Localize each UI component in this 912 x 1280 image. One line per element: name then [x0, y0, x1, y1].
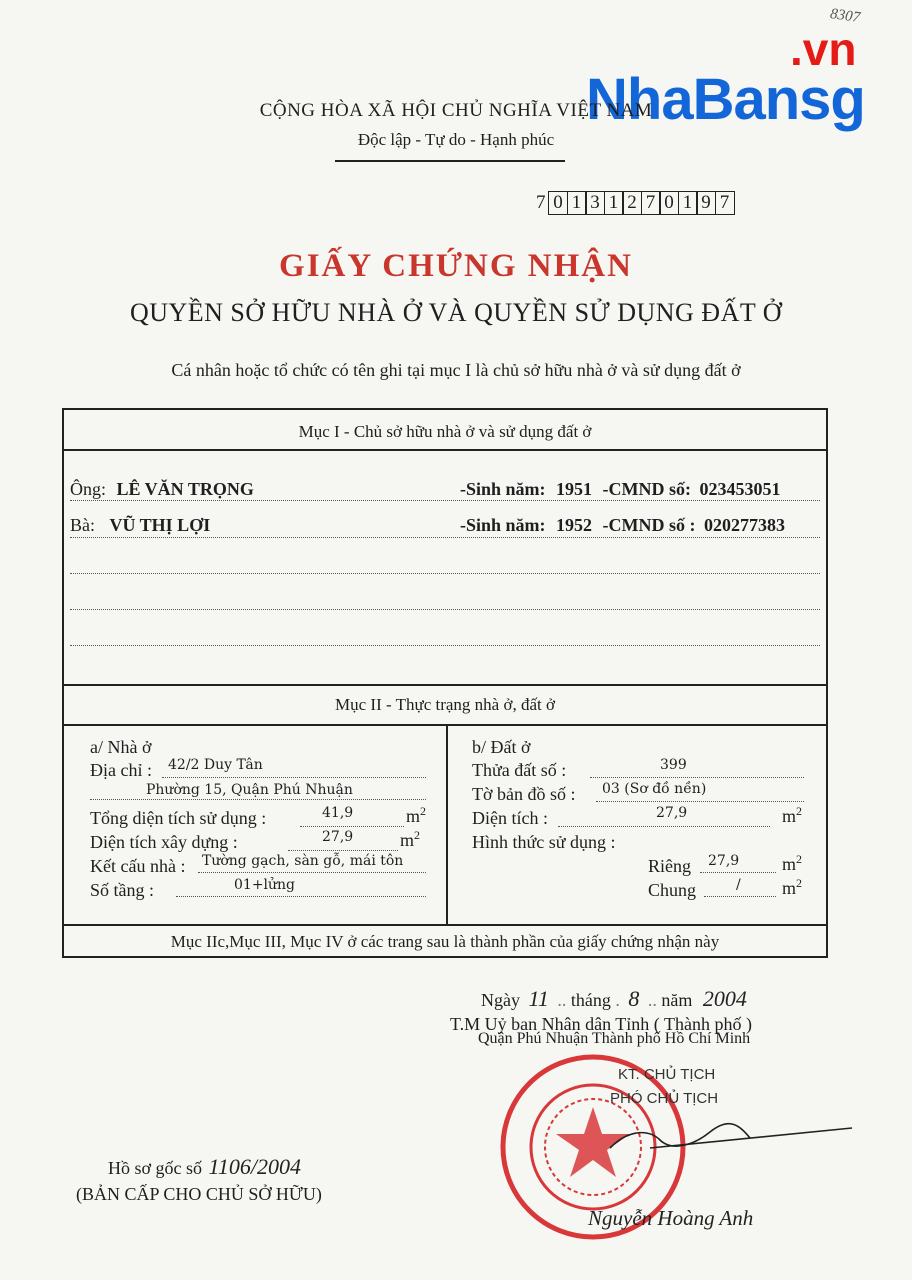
section-divider [62, 924, 828, 926]
section1-title: Mục I - Chủ sở hữu nhà ở và sử dụng đất ở [298, 422, 592, 441]
dotted-line [70, 573, 820, 574]
floors-value: 01+lửng [234, 877, 296, 893]
corner-note: 8307 [829, 5, 862, 27]
build-area-value: 27,9 [322, 829, 354, 845]
owner2-name: VŨ THỊ LỢI [109, 515, 211, 535]
serial-digit: 1 [678, 191, 698, 215]
footer-note: Mục IIc,Mục III, Mục IV ở các trang sau là thành phần của giấy chứng nhận này [170, 932, 720, 951]
total-area-value: 41,9 [322, 805, 354, 821]
dotted-line [590, 777, 804, 778]
owner2-id-label: -CMND số : [602, 515, 696, 535]
dotted-line [176, 896, 426, 897]
document-title: GIẤY CHỨNG NHẬN [279, 248, 633, 284]
address-line2: Phường 15, Quận Phú Nhuận [146, 782, 353, 798]
build-area-label: Diện tích xây dựng : [90, 832, 238, 852]
signature-mark [590, 1118, 860, 1158]
serial-prefix: 7 [536, 192, 546, 213]
dotted-line [90, 799, 426, 800]
owner2-row [70, 515, 210, 536]
motto: Độc lập - Tự do - Hạnh phúc [357, 130, 555, 149]
document-subtitle: QUYỀN SỞ HỮU NHÀ Ở VÀ QUYỀN SỬ DỤNG ĐẤT Ở [129, 298, 783, 327]
owner2-id: 020277383 [704, 515, 786, 535]
serial-digit: 7 [641, 191, 661, 215]
shared-value: / [736, 877, 741, 893]
section-divider [62, 684, 828, 686]
serial-digit: 7 [715, 191, 735, 215]
unit-m2: $m^2$ [782, 804, 803, 826]
unit-m2: $m^2$ [782, 876, 803, 898]
serial-digit: 0 [548, 191, 568, 215]
serial-digit: 3 [585, 191, 605, 215]
owner1-id: 023453051 [699, 479, 781, 499]
record-number: Hồ sơ gốc số 1106/2004 [108, 1154, 302, 1179]
address-line1: 42/2 Duy Tân [168, 757, 263, 773]
serial-digit: 0 [659, 191, 679, 215]
authority-line1: T.M Uỷ ban Nhân dân Tỉnh ( Thành phố ) [450, 1014, 752, 1034]
dotted-line [596, 801, 804, 802]
date-month: 8 [628, 986, 640, 1011]
address-label: Địa chỉ : [90, 760, 152, 780]
owner2-birth-label: -Sinh năm: [460, 515, 546, 535]
serial-digit: 9 [696, 191, 716, 215]
dotted-line [70, 500, 820, 501]
issue-date: Ngày 11 .. tháng . 8 .. năm 2004 [481, 986, 747, 1011]
date-day: 11 [528, 986, 549, 1011]
owner2-birth: 1952 [556, 515, 593, 535]
owner1-id-label: -CMND số: [602, 479, 692, 499]
section-divider [62, 449, 828, 451]
watermark-tld: .vn [790, 23, 857, 75]
serial-digit: 1 [604, 191, 624, 215]
signer-name: Nguyễn Hoàng Anh [588, 1206, 754, 1230]
section-divider [62, 724, 828, 726]
signer-role1: KT. CHỦ TỊCH [618, 1066, 716, 1083]
record-note: (BẢN CẤP CHO CHỦ SỞ HỮU) [76, 1184, 322, 1204]
unit-m2: $m^2$ [400, 828, 421, 850]
authority-line2: Quận Phú Nhuận Thành phố Hồ Chí Minh [478, 1030, 751, 1047]
unit-m2: $m^2$ [406, 804, 427, 826]
structure-label: Kết cấu nhà : [90, 856, 186, 876]
serial-digit: 2 [622, 191, 642, 215]
dotted-line [70, 645, 820, 646]
owner1-birth: 1951 [556, 479, 593, 499]
section2-title: Mục II - Thực trạng nhà ở, đất ở [335, 695, 555, 714]
dotted-line [70, 537, 820, 538]
total-area-label: Tổng diện tích sử dụng : [90, 808, 267, 828]
owner2-details [460, 515, 785, 536]
private-label: Riêng [648, 856, 691, 876]
intro-text: Cá nhân hoặc tổ chức có tên ghi tại mục I là chủ sở hữu nhà ở và sử dụng đất ở [171, 360, 741, 380]
owner1-birth-label: -Sinh năm: [460, 479, 546, 499]
dotted-line [300, 826, 404, 827]
floors-label: Số tầng : [90, 880, 155, 900]
map-label: Tờ bản đồ số : [472, 784, 576, 804]
watermark-brand: NhaBansg [586, 67, 865, 132]
shared-label: Chung [648, 880, 697, 900]
dotted-line [198, 872, 426, 873]
dotted-line [288, 850, 398, 851]
country-header: CỘNG HÒA XÃ HỘI CHỦ NGHĨA VIỆT NAM [259, 100, 653, 121]
structure-value: Tường gạch, sàn gỗ, mái tôn [202, 853, 404, 869]
land-area-value: 27,9 [656, 805, 688, 821]
owner1-name: LÊ VĂN TRỌNG [116, 479, 254, 499]
dotted-line [700, 872, 776, 873]
dotted-line [162, 777, 426, 778]
unit-m2: $m^2$ [782, 852, 803, 874]
owner1-details [460, 479, 781, 500]
dotted-line [558, 826, 770, 827]
dotted-line [70, 609, 820, 610]
owner1-label: Ông: [70, 479, 106, 499]
signer-role2: PHÓ CHỦ TỊCH [610, 1090, 719, 1107]
plot-value: 399 [660, 757, 687, 773]
usage-label: Hình thức sử dụng : [472, 832, 616, 852]
plot-label: Thửa đất số : [472, 760, 567, 780]
house-heading: a/ Nhà ở [90, 737, 152, 757]
map-value: 03 (Sơ đồ nền) [602, 781, 707, 797]
private-value: 27,9 [708, 853, 740, 869]
serial-number [536, 191, 735, 215]
dotted-line [704, 896, 776, 897]
record-number-value: 1106/2004 [208, 1154, 302, 1179]
land-heading: b/ Đất ở [472, 737, 531, 757]
owner1-row [70, 479, 254, 500]
date-year: 2004 [702, 986, 747, 1011]
owner2-label: Bà: [70, 515, 95, 535]
motto-underline [335, 160, 565, 162]
land-area-label: Diện tích : [472, 808, 548, 828]
serial-digit: 1 [567, 191, 587, 215]
column-divider [446, 724, 448, 924]
